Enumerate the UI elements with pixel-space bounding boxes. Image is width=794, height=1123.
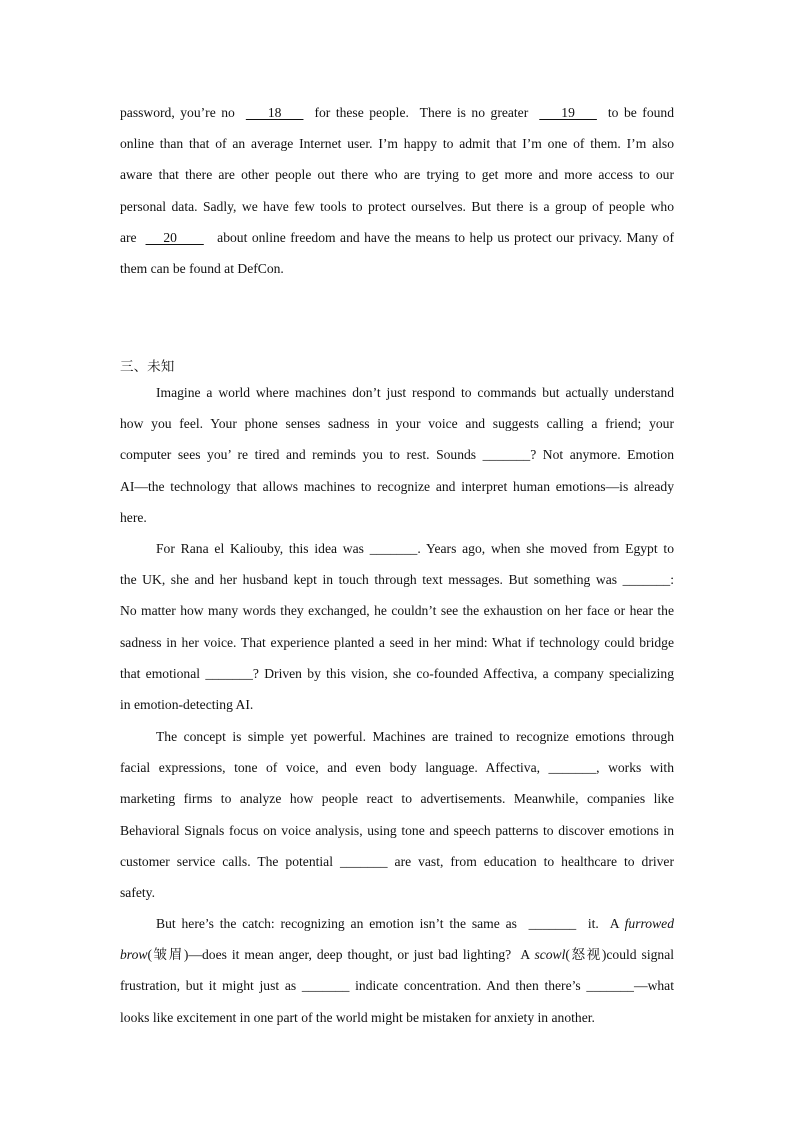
text-line: Imagine a world where machines don’t just respond to commands but actually understand	[156, 385, 674, 400]
blank-20: 20	[145, 229, 204, 245]
text-line: are 20 about online freedom and have the means to help us protect our privacy. Many of	[120, 229, 675, 245]
section-heading: 三、未知	[120, 359, 175, 375]
text-line: brow(皱眉)—does it mean anger, deep thought, or just bad lighting? A scowl(怒视)could signal	[120, 947, 675, 963]
paragraph-1	[120, 377, 674, 533]
text-line: customer service calls. The potential _______ are vast, from education to healthcare to driver	[120, 853, 674, 869]
text-line: aware that there are other people out there who are trying to get more and more access to our	[120, 167, 674, 183]
text-line: looks like excitement in one part of the world might be mistaken for anxiety in another.	[120, 1009, 595, 1025]
italic-word: scowl	[534, 947, 566, 963]
text-line: how you feel. Your phone senses sadness in your voice and suggests calling a friend; your	[120, 416, 674, 432]
text-line: AI—the technology that allows machines to recognize and interpret human emotions—is already	[120, 478, 674, 494]
italic-word: brow	[120, 947, 148, 963]
italic-word: furrowed	[624, 916, 674, 931]
text-line: online than that of an average Internet user. I’m happy to admit that I’m one of them. I’m also	[120, 136, 674, 152]
text-line: password, you’re no 18 for these people. There is no greater 19 to be found	[120, 105, 675, 120]
text-line: sadness in her voice. That experience planted a seed in her mind: What if technology could bridge	[120, 634, 674, 650]
text-line: marketing firms to analyze how people react to advertisements. Meanwhile, companies like	[120, 791, 674, 807]
text-line: facial expressions, tone of voice, and even body language. Affectiva, _______, works with	[120, 760, 674, 776]
text-line: personal data. Sadly, we have few tools to protect ourselves. But there is a group of people who	[120, 198, 674, 214]
text-line: that emotional _______? Driven by this vision, she co-founded Affectiva, a company specializing	[120, 665, 674, 681]
text-line: No matter how many words they exchanged, he couldn’t see the exhaustion on her face or hear the	[120, 603, 674, 619]
paragraph-3	[120, 721, 674, 908]
text-line: them can be found at DefCon.	[120, 260, 284, 276]
text-line: computer sees you’ re tired and reminds you to rest. Sounds _______? Not anymore. Emotion	[120, 447, 674, 463]
passage-fragment	[120, 97, 674, 284]
paragraph-4	[120, 908, 674, 1033]
text-line: here.	[120, 509, 147, 525]
blank-18: 18	[245, 105, 304, 120]
text-line: The concept is simple yet powerful. Machines are trained to recognize emotions through	[156, 729, 674, 744]
text-line: safety.	[120, 884, 155, 900]
text-line: For Rana el Kaliouby, this idea was _______. Years ago, when she moved from Egypt to	[156, 541, 674, 556]
text-line: frustration, but it might just as _______ indicate concentration. And then there’s _______—what	[120, 978, 674, 994]
paragraph-2	[120, 533, 674, 720]
text-line: the UK, she and her husband kept in touch through text messages. But something was _______:	[120, 572, 674, 588]
text-line: in emotion-detecting AI.	[120, 696, 254, 712]
blank-19: 19	[539, 105, 597, 120]
text-line: But here’s the catch: recognizing an emotion isn’t the same as _______ it. A furrowed	[156, 916, 674, 931]
text-line: Behavioral Signals focus on voice analysis, using tone and speech patterns to discover emotions in	[120, 822, 674, 838]
